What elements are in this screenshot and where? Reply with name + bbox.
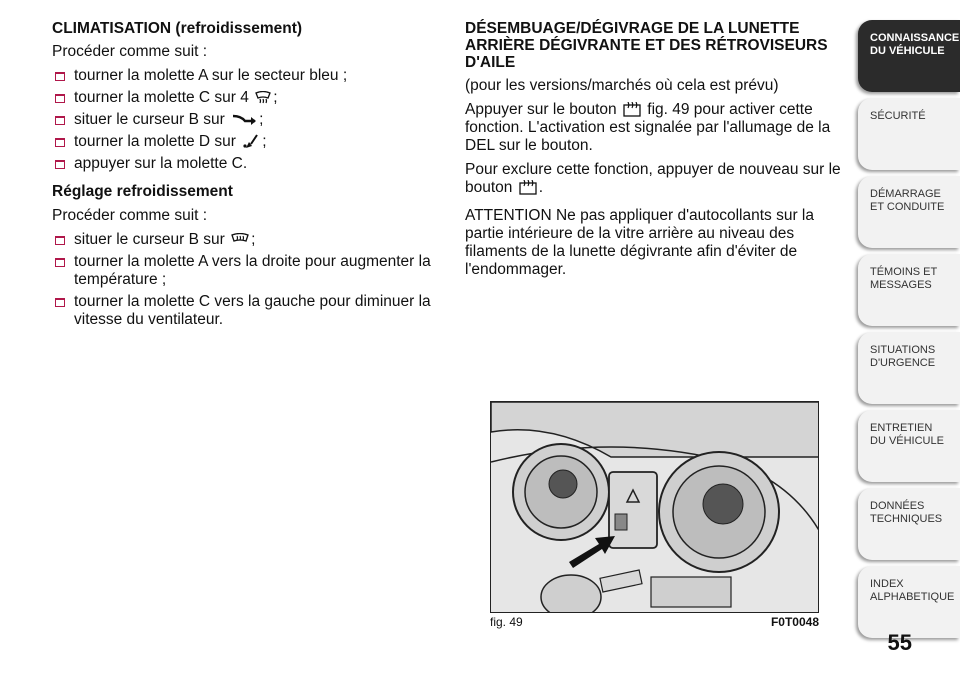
bullet-icon <box>55 258 65 267</box>
step-text: situer le curseur B sur <box>74 111 225 128</box>
warning-paragraph: ATTENTION Ne pas appliquer d'autocollants sur la partie intérieure de la vitre arrière au niveau des filaments de la lunette dégivrante afin d'éviter de l'endommager. <box>465 207 814 278</box>
tab-situations-d-urgence[interactable] <box>858 332 960 404</box>
chapter-tabs <box>858 20 960 644</box>
figure-code: F0T0048 <box>770 615 819 629</box>
bullet-icon <box>55 94 65 103</box>
windscreen-defrost-icon <box>231 233 249 247</box>
tab-label: ENTRETIEN DU VÉHICULE <box>870 422 944 447</box>
windscreen-defrost-icon <box>255 91 271 105</box>
list-item <box>52 111 437 129</box>
intro-text: Procéder comme suit : <box>52 207 208 224</box>
face-vent-icon <box>231 113 257 127</box>
section-title-climatisation: CLIMATISATION (refroidissement) <box>52 20 303 37</box>
step-suffix: ; <box>259 111 264 128</box>
tab-temoins-et-messages[interactable] <box>858 254 960 326</box>
availability-note: (pour les versions/marchés où cela est prévu) <box>465 77 779 94</box>
list-item <box>52 231 437 249</box>
dashboard-vents-drawing <box>491 402 819 613</box>
bullet-icon <box>55 298 65 307</box>
intro-text: Procéder comme suit : <box>52 43 208 60</box>
step-suffix: ; <box>262 133 267 150</box>
tab-label: DÉMARRAGE ET CONDUITE <box>870 188 945 213</box>
tab-label: INDEX ALPHABETIQUE <box>870 578 955 603</box>
step-text: tourner la molette C vers la gauche pour diminuer la vitesse du ventilateur. <box>74 293 431 328</box>
paragraph-text: Appuyer sur le bouton <box>465 101 617 118</box>
step-text: tourner la molette A vers la droite pour augmenter la température ; <box>74 253 431 288</box>
right-column <box>465 20 850 285</box>
step-text: situer le curseur B sur <box>74 231 225 248</box>
tab-label: SÉCURITÉ <box>870 110 926 122</box>
section-subtitle-reglage: Réglage refroidissement <box>52 183 233 200</box>
list-item <box>52 293 437 329</box>
figure-49-illustration <box>490 401 819 613</box>
tab-label: DONNÉES TECHNIQUES <box>870 500 943 525</box>
step-text: appuyer sur la molette C. <box>74 155 248 172</box>
page-number: 55 <box>887 630 912 655</box>
tab-label: CONNAISSANCE DU VÉHICULE <box>870 32 960 57</box>
bullet-icon <box>55 236 65 245</box>
bullet-icon <box>55 138 65 147</box>
tab-label: SITUATIONS D'URGENCE <box>870 344 936 369</box>
step-suffix: ; <box>251 231 256 248</box>
step-text: tourner la molette C sur 4 <box>74 89 249 106</box>
tab-index-alphabetique[interactable] <box>858 566 960 638</box>
list-item <box>52 133 437 151</box>
paragraph-activate <box>465 101 850 155</box>
paragraph-deactivate <box>465 161 850 197</box>
tab-demarrage-et-conduite[interactable] <box>858 176 960 248</box>
tab-securite[interactable] <box>858 98 960 170</box>
list-item <box>52 89 437 107</box>
figure-label: fig. 49 <box>490 615 523 629</box>
section-title-desembuage: DÉSEMBUAGE/DÉGIVRAGE DE LA LUNETTE ARRIÈRE DÉGIVRANTE ET DES RÉTROVISEURS D'AILE <box>465 20 828 71</box>
feet-vent-icon <box>242 134 260 150</box>
step-text: tourner la molette D sur <box>74 133 236 150</box>
list-item <box>52 67 437 85</box>
tab-connaissance-du-vehicule[interactable] <box>858 20 960 92</box>
steps-list-2 <box>52 231 437 329</box>
bullet-icon <box>55 160 65 169</box>
paragraph-text: fig. 49 pour activer cette fonction. L'activation est signalée par l'allumage de la DEL sur le bouton. <box>465 101 831 154</box>
tab-donnees-techniques[interactable] <box>858 488 960 560</box>
step-suffix: ; <box>273 89 278 106</box>
list-item <box>52 253 437 289</box>
tab-label: TÉMOINS ET MESSAGES <box>870 266 938 291</box>
rear-defrost-icon <box>519 180 537 196</box>
list-item <box>52 155 437 173</box>
bullet-icon <box>55 72 65 81</box>
paragraph-text: . <box>538 179 544 196</box>
paragraph-text: Pour exclure cette fonction, appuyer de nouveau sur le bouton <box>465 161 841 196</box>
tab-entretien-du-vehicule[interactable] <box>858 410 960 482</box>
steps-list <box>52 67 437 173</box>
rear-defrost-icon <box>623 102 641 118</box>
step-text: tourner la molette A sur le secteur bleu ; <box>74 67 348 84</box>
bullet-icon <box>55 116 65 125</box>
left-column <box>52 20 437 333</box>
